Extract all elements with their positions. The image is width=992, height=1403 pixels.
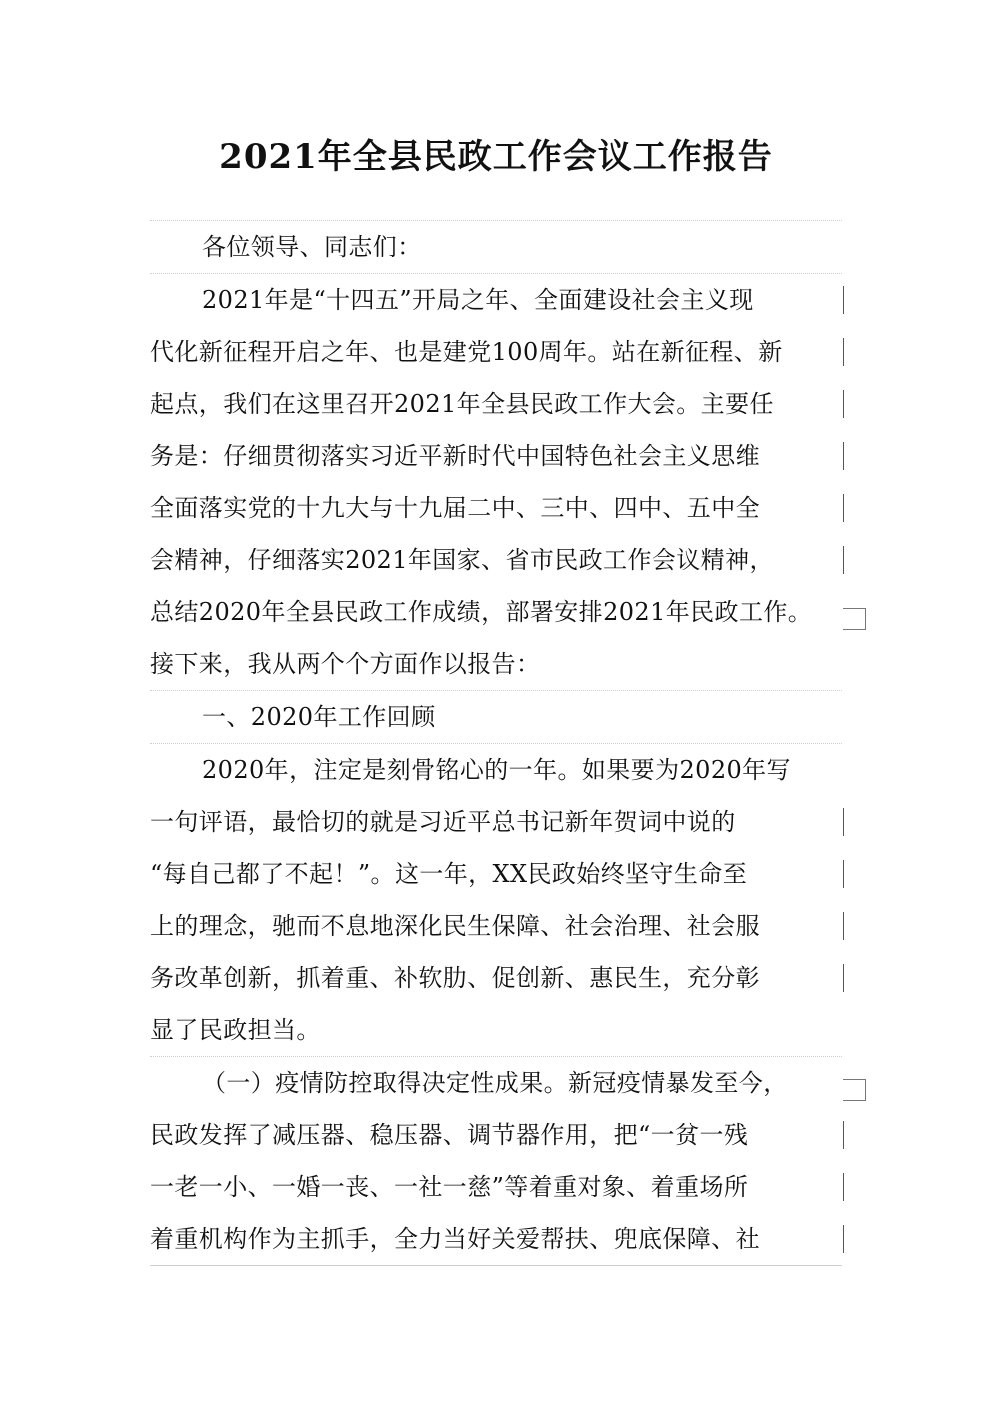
- document-body: [150, 220, 842, 1266]
- text-line: 一、2020年工作回顾: [202, 703, 436, 731]
- text-line: [150, 952, 842, 1004]
- line-edge-marker: [843, 442, 844, 470]
- text-line: [150, 586, 842, 638]
- text-line: [150, 326, 842, 378]
- text-line: [150, 482, 842, 534]
- line-edge-marker: [843, 494, 844, 522]
- text-line-content: 总结2020年全县民政工作成绩，部署安排2021年民政工作。: [150, 598, 813, 626]
- text-line: [150, 1161, 842, 1213]
- text-line-content: 2021年是“十四五”开局之年、全面建设社会主义现: [202, 286, 754, 314]
- text-line: [150, 848, 842, 900]
- line-edge-marker: [843, 286, 844, 314]
- text-line: 各位领导、同志们：: [202, 233, 422, 261]
- text-line-content: “每自己都了不起！”。这一年，XX民政始终坚守生命至: [150, 860, 748, 888]
- text-line-content: 显了民政担当。: [150, 1016, 321, 1044]
- text-line-content: 2020年，注定是刻骨铭心的一年。如果要为2020年写: [202, 756, 791, 784]
- line-edge-marker: [843, 546, 844, 574]
- text-line: [150, 1057, 842, 1109]
- text-line: [150, 1109, 842, 1161]
- text-line-content: 务改革创新，抓着重、补软肋、促创新、惠民生，充分彰: [150, 964, 760, 992]
- text-line-content: 务是：仔细贯彻落实习近平新时代中国特色社会主义思维: [150, 442, 760, 470]
- text-boundary-corner-marker: [843, 608, 866, 630]
- text-boundary-corner-marker: [843, 1079, 866, 1101]
- text-line: [150, 744, 842, 796]
- section-heading: [150, 690, 842, 743]
- text-line: [150, 900, 842, 952]
- text-line: [150, 534, 842, 586]
- line-edge-marker: [843, 1121, 844, 1149]
- text-line: [150, 430, 842, 482]
- text-line-content: 全面落实党的十九大与十九届二中、三中、四中、五中全: [150, 494, 760, 522]
- text-line-content: 接下来，我从两个个方面作以报告：: [150, 650, 541, 678]
- text-line-content: 代化新征程开启之年、也是建党100周年。站在新征程、新: [150, 338, 783, 366]
- document-title: 2021年全县民政工作会议工作报告: [219, 137, 773, 177]
- text-line-content: 上的理念，驰而不息地深化民生保障、社会治理、社会服: [150, 912, 760, 940]
- line-edge-marker: [843, 964, 844, 992]
- text-line-content: 着重机构作为主抓手，全力当好关爱帮扶、兜底保障、社: [150, 1225, 760, 1253]
- text-line: [150, 378, 842, 430]
- text-line-content: （一）疫情防控取得决定性成果。新冠疫情暴发至今，: [202, 1069, 788, 1097]
- text-line: [150, 796, 842, 848]
- line-edge-marker: [843, 390, 844, 418]
- text-line-content: 民政发挥了减压器、稳压器、调节器作用，把“一贫一残: [150, 1121, 749, 1149]
- paragraph-review: [150, 743, 842, 1056]
- paragraph-epidemic-control: [150, 1056, 842, 1266]
- text-line-content: 一老一小、一婚一丧、一社一慈”等着重对象、着重场所: [150, 1173, 749, 1201]
- line-edge-marker: [843, 912, 844, 940]
- line-edge-marker: [843, 338, 844, 366]
- line-edge-marker: [843, 860, 844, 888]
- text-line: [150, 274, 842, 326]
- text-line: [150, 1004, 842, 1056]
- line-edge-marker: [843, 1225, 844, 1253]
- paragraph-opening: [150, 273, 842, 690]
- text-line-content: 起点，我们在这里召开2021年全县民政工作大会。主要任: [150, 390, 774, 418]
- text-line-content: 一句评语，最恰切的就是习近平总书记新年贺词中说的: [150, 808, 736, 836]
- text-line: [150, 638, 842, 690]
- paragraph-salutation: [150, 220, 842, 273]
- line-edge-marker: [843, 808, 844, 836]
- line-edge-marker: [843, 1173, 844, 1201]
- text-line: [150, 1213, 842, 1265]
- text-line-content: 会精神，仔细落实2021年国家、省市民政工作会议精神，: [150, 546, 774, 574]
